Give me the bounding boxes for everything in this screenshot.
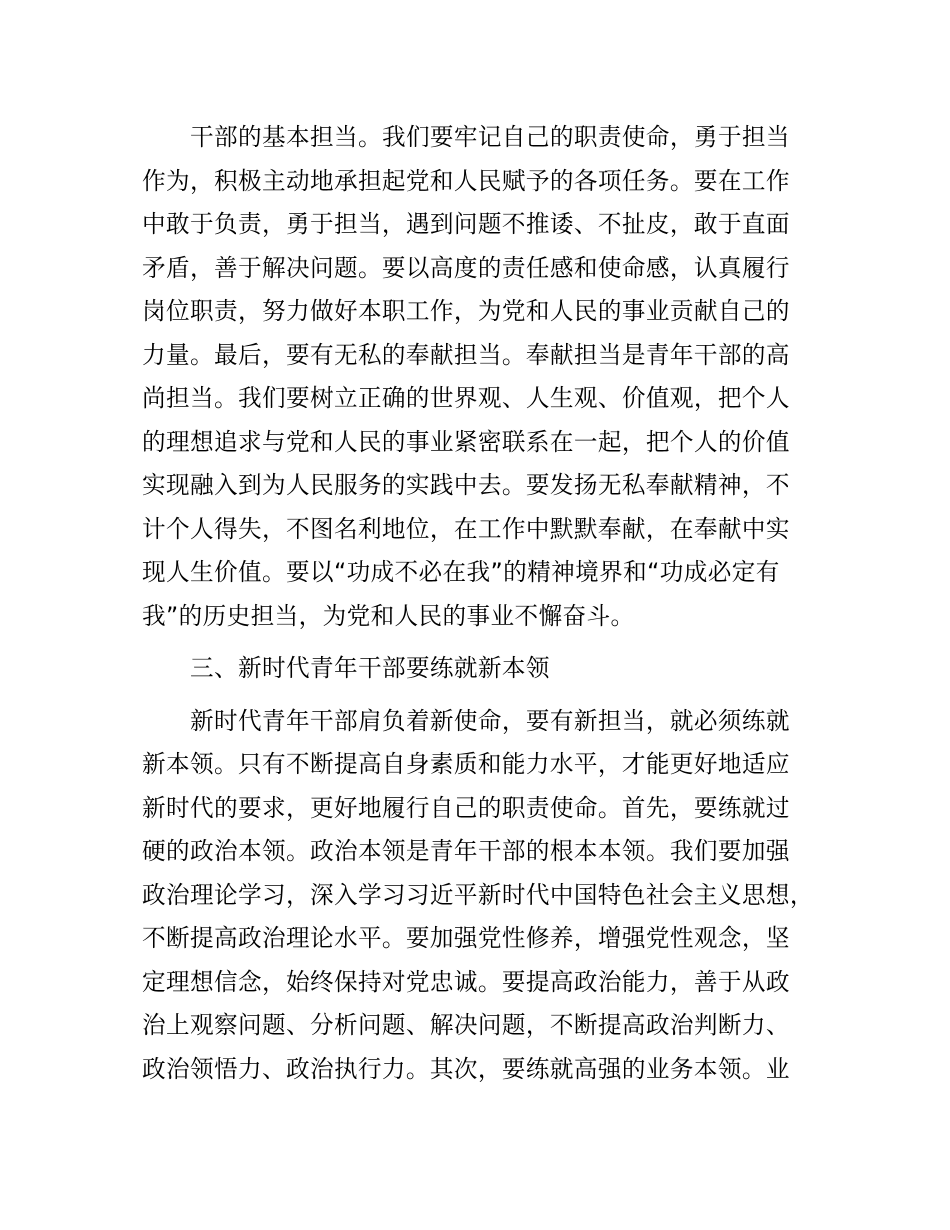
text-line: 矛盾，善于解决问题。要以高度的责任感和使命感，认真履行	[142, 253, 790, 282]
text-line: 硬的政治本领。政治本领是青年干部的根本本领。我们要加强	[142, 837, 790, 865]
section-heading	[142, 647, 810, 691]
paragraph-gap	[142, 691, 810, 700]
text-line: 现人生价值。要以“功成不必在我”的精神境界和“功成必定有	[142, 558, 780, 586]
text-line: 新本领。只有不断提高自身素质和能力水平，才能更好地适应	[142, 750, 790, 778]
text-line: 新时代青年干部肩负着新使命，要有新担当，就必须练就	[190, 706, 790, 735]
text-line: 的理想追求与党和人民的事业紧密联系在一起，把个人的价值	[142, 427, 790, 456]
paragraph-gap	[142, 638, 810, 647]
paragraph	[142, 700, 814, 1092]
document-body	[142, 116, 814, 1091]
text-line: 我”的历史担当，为党和人民的事业不懈奋斗。	[142, 601, 635, 630]
text-line: 岗位职责，努力做好本职工作，为党和人民的事业贡献自己的	[142, 297, 790, 325]
heading-line: 三、新时代青年干部要练就新本领	[190, 654, 550, 682]
text-line: 尚担当。我们要树立正确的世界观、人生观、价值观，把个人	[142, 384, 790, 412]
text-line: 定理想信念，始终保持对党忠诚。要提高政治能力，善于从政	[142, 967, 790, 996]
text-line: 作为，积极主动地承担起党和人民赋予的各项任务。要在工作	[142, 166, 790, 195]
text-line: 治上观察问题、分析问题、解决问题，不断提高政治判断力、	[142, 1011, 790, 1039]
text-line: 不断提高政治理论水平。要加强党性修养，增强党性观念，坚	[142, 924, 790, 952]
text-line: 力量。最后，要有无私的奉献担当。奉献担当是青年干部的高	[142, 340, 790, 369]
text-line: 干部的基本担当。我们要牢记自己的职责使命，勇于担当	[190, 123, 790, 151]
text-line: 中敢于负责，勇于担当，遇到问题不推诿、不扯皮，敢于直面	[142, 210, 790, 238]
text-line: 计个人得失，不图名利地位，在工作中默默奉献，在奉献中实	[142, 514, 790, 543]
text-line: 政治理论学习，深入学习习近平新时代中国特色社会主义思想，	[142, 880, 814, 909]
paragraph-continued	[142, 116, 810, 638]
text-line: 新时代的要求，更好地履行自己的职责使命。首先，要练就过	[142, 793, 790, 822]
text-line: 政治领悟力、政治执行力。其次，要练就高强的业务本领。业	[142, 1054, 790, 1083]
text-line: 实现融入到为人民服务的实践中去。要发扬无私奉献精神，不	[142, 471, 790, 499]
